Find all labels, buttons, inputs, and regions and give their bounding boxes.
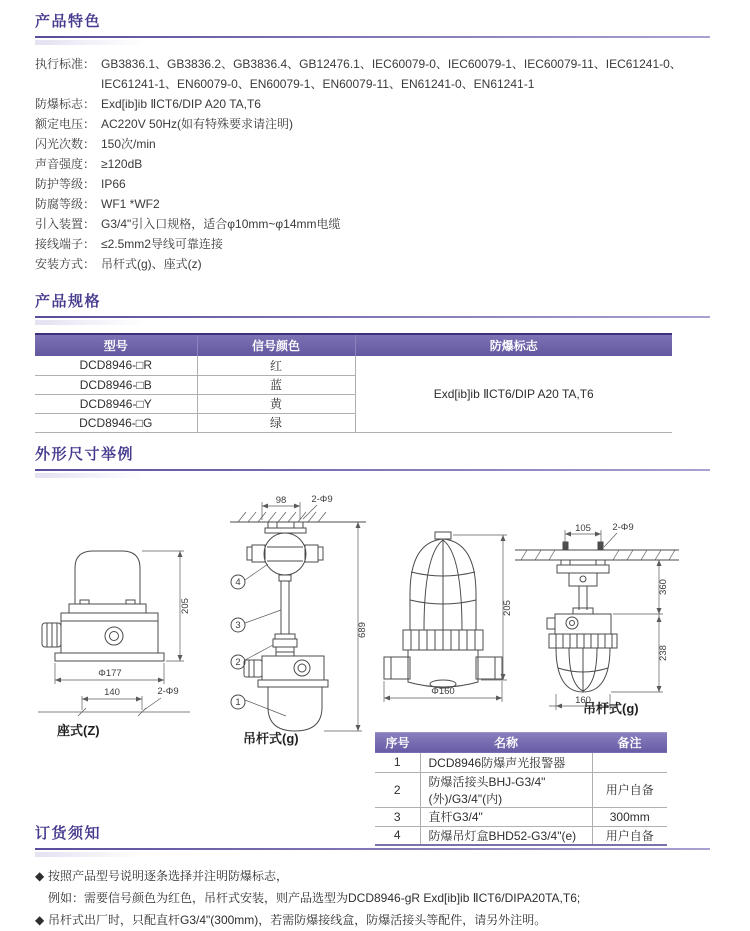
part-no-cell: 1	[375, 753, 420, 772]
spec-row	[35, 114, 710, 134]
spec-label: 执行标准：	[35, 57, 96, 71]
dimension-label: 2-Φ9	[157, 685, 179, 697]
drawing-label-pendant-cage: 吊杆式(g)	[583, 700, 639, 716]
dimension-label: 205	[180, 597, 191, 614]
section-accent	[35, 320, 143, 325]
spec-value: Exd[ib]ib ⅡCT6/DIP A20 TA,T6	[101, 97, 261, 111]
ordering-notes	[35, 865, 710, 931]
section-accent	[35, 40, 143, 45]
dimension-label: 105	[575, 522, 591, 534]
spec-label: 闪光次数：	[35, 137, 96, 151]
diamond-bullet: ◆	[35, 912, 45, 927]
spec-label: 声音强度：	[35, 157, 96, 171]
seat-mount-drawing	[30, 544, 205, 739]
dimension-label: 2-Φ9	[311, 493, 333, 505]
signal-color-cell: 黄	[197, 394, 355, 413]
section-rule	[35, 316, 710, 318]
dimension-label: 689	[357, 621, 368, 638]
section-accent	[35, 852, 143, 857]
table-row	[35, 356, 672, 375]
spec-value: WF1 *WF2	[101, 197, 160, 211]
dimension-label: 140	[104, 686, 120, 698]
parts-table	[375, 732, 667, 847]
ordering-note	[35, 865, 710, 887]
header-no: 序号	[375, 732, 420, 753]
spec-row	[35, 54, 710, 94]
drawing-lines	[515, 550, 679, 560]
ordering-note	[35, 909, 710, 931]
part-note-cell: 用户自备	[592, 826, 667, 845]
section-title-specifications: 产品规格	[35, 293, 102, 310]
drawing-label-seat: 座式(Z)	[57, 722, 100, 738]
dimension-lines	[549, 530, 663, 710]
section-title-ordering: 订货须知	[35, 824, 102, 842]
callout-number: 3	[235, 619, 241, 631]
part-no-cell: 2	[375, 772, 420, 807]
dimension-lines	[384, 535, 507, 702]
signal-color-cell: 绿	[197, 413, 355, 432]
diamond-bullet: ◆	[35, 868, 45, 883]
spec-value: GB3836.1、GB3836.2、GB3836.4、GB12476.1、IEC60079-0、IEC60079-1、IEC60079-11、IEC61241-0、IEC61241-1、EN60079-0、EN60079-1、EN60079-11、EN61241-0、EN61241-1	[101, 57, 682, 91]
part-name-cell: 直杆G3/4"	[420, 807, 592, 826]
spec-row	[35, 194, 710, 214]
callout-number: 1	[235, 696, 241, 708]
drawing-lines2	[547, 542, 617, 692]
model-cell: DCD8946-□B	[35, 375, 197, 394]
section-rule	[35, 36, 710, 38]
spec-label: 防腐等级：	[35, 197, 96, 211]
ordering-note	[35, 887, 710, 909]
header-note: 备注	[592, 732, 667, 753]
cage-lamp-drawing	[381, 524, 516, 709]
spec-label: 额定电压：	[35, 117, 96, 131]
drawing-label-pendant: 吊杆式(g)	[243, 730, 299, 746]
spec-label: 引入装置：	[35, 217, 96, 231]
spec-label: 防爆标志：	[35, 97, 96, 111]
drawing-lines	[384, 532, 502, 688]
parts-table-header-row	[375, 732, 667, 753]
spec-value: G3/4"引入口规格，适合φ10mm~φ14mm电缆	[101, 217, 341, 231]
part-note-cell	[592, 753, 667, 772]
part-note-cell: 300mm	[592, 807, 667, 826]
callout-number: 2	[235, 656, 241, 668]
part-no-cell: 3	[375, 807, 420, 826]
section-rule	[35, 469, 710, 471]
ceiling-hatch	[238, 512, 326, 522]
spec-label: 安装方式：	[35, 257, 96, 271]
section-rule	[35, 848, 710, 850]
model-cell: DCD8946-□Y	[35, 394, 197, 413]
dimension-label: Φ160	[431, 685, 455, 697]
signal-color-cell: 红	[197, 356, 355, 375]
note-text: 吊杆式出厂时，只配直杆G3/4"(300mm)，若需防爆接线盒，防爆活接头等配件，请另外注明。	[48, 912, 547, 927]
section-title-dimensions: 外形尺寸举例	[35, 445, 135, 463]
callout-circles	[231, 575, 245, 709]
drawing-lines	[42, 551, 164, 661]
dimension-label: 360	[658, 578, 669, 595]
part-name-cell: 防爆活接头BHJ-G3/4"(外)/G3/4"(内)	[420, 772, 592, 807]
note-text: 按照产品型号说明逐条选择并注明防爆标志，	[48, 868, 289, 883]
dimension-label: 2-Φ9	[612, 521, 634, 533]
spec-row	[35, 94, 710, 114]
dimension-label: 238	[658, 644, 669, 661]
dimension-label: 98	[275, 494, 287, 506]
drawing-lines	[230, 522, 366, 731]
dimension-label: Φ177	[98, 667, 122, 679]
spec-value: 150次/min	[101, 137, 156, 151]
header-signal-color: 信号颜色	[197, 334, 355, 356]
part-no-cell: 4	[375, 826, 420, 845]
header-ex-mark: 防爆标志	[355, 334, 672, 356]
ex-mark-cell: Exd[ib]ib ⅡCT6/DIP A20 TA,T6	[355, 356, 672, 432]
dimension-label: 205	[502, 599, 513, 616]
header-model: 型号	[35, 334, 197, 356]
spec-value: 吊杆式(g)、座式(z)	[101, 257, 202, 271]
table-row	[375, 772, 667, 807]
part-name-cell: 防爆吊灯盒BHD52-G3/4"(e)	[420, 826, 592, 845]
pendant-mount-drawing	[218, 492, 373, 742]
callout-number: 4	[235, 576, 241, 588]
model-cell: DCD8946-□G	[35, 413, 197, 432]
spec-value: ≤2.5mm2导线可靠连接	[101, 237, 223, 251]
spec-label: 防护等级：	[35, 177, 96, 191]
part-name-cell: DCD8946防爆声光报警器	[420, 753, 592, 772]
spec-value: ≥120dB	[101, 157, 143, 171]
models-table	[35, 333, 672, 433]
spec-row	[35, 134, 710, 154]
spec-value: IP66	[101, 177, 126, 191]
section-features	[35, 10, 710, 274]
dimension-lines	[245, 502, 362, 731]
table-row	[375, 807, 667, 826]
model-cell: DCD8946-□R	[35, 356, 197, 375]
pendant-cage-drawing	[511, 520, 686, 720]
dimension-label: 160	[575, 694, 591, 706]
feature-spec-list	[35, 54, 710, 274]
note-text: 例如：需要信号颜色为红色，吊杆式安装，则产品选型为DCD8946-gR Exd[ib]ib ⅡCT6/DIPA20TA,T6;	[48, 890, 581, 905]
header-name: 名称	[420, 732, 592, 753]
spec-row	[35, 174, 710, 194]
spec-row	[35, 154, 710, 174]
spec-row	[35, 234, 710, 254]
table-row	[375, 826, 667, 845]
part-note-cell: 用户自备	[592, 772, 667, 807]
spec-row	[35, 254, 710, 274]
spec-label: 接线端子：	[35, 237, 96, 251]
signal-color-cell: 蓝	[197, 375, 355, 394]
beam-hatch	[521, 550, 675, 560]
section-specifications	[35, 290, 710, 433]
spec-row	[35, 214, 710, 234]
spec-value: AC220V 50Hz(如有特殊要求请注明)	[101, 117, 294, 131]
section-title-features: 产品特色	[35, 13, 102, 30]
models-table-header-row	[35, 334, 672, 356]
section-accent	[35, 473, 143, 478]
table-row	[375, 753, 667, 772]
